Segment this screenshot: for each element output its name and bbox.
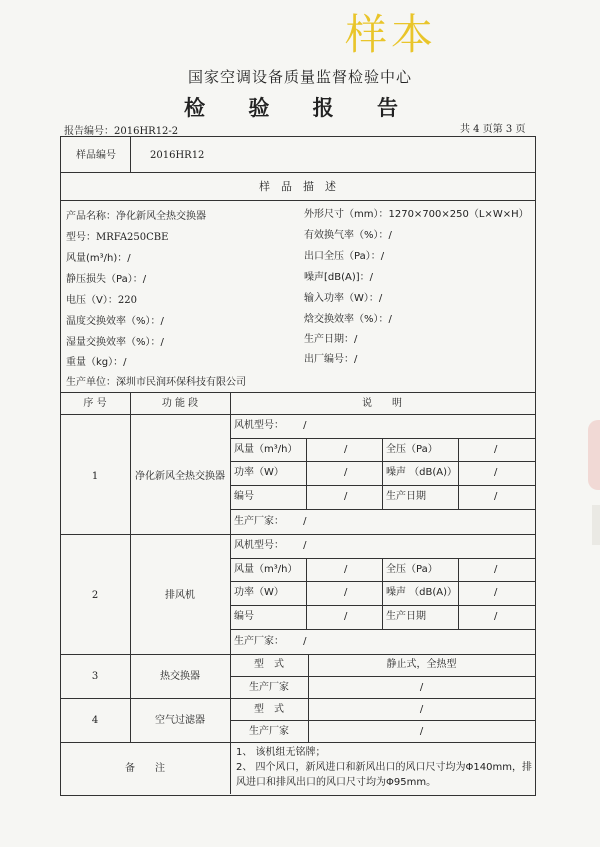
sample-number-value: 2016HR12 [150,150,205,161]
row3-seq: 3 [91,671,99,682]
divider [60,172,535,173]
row2-noise-label: 噪声 （dB(A)） [386,587,458,598]
row2-airflow-label: 风量（m³/h） [234,564,298,575]
row2-noise-value: / [494,587,498,598]
sample-watermark: 样本 [345,10,438,59]
row4-function: 空气过滤器 [155,715,205,726]
remarks-label: 备 注 [125,763,165,774]
row1-function: 净化新风全热交换器 [135,471,225,482]
row3-maker-label: 生产厂家 [249,682,289,693]
remarks-line-3: 风进口和排风出口的风口尺寸均为Φ95mm。 [236,777,437,788]
header-description: 说 明 [362,398,402,409]
row1-date-value: / [494,491,498,502]
desc-noise: 噪声[dB(A)]：/ [304,272,374,283]
row4-type-label: 型 式 [254,704,284,715]
remarks-line-1: 1、 该机组无铭牌； [236,747,326,758]
desc-production-date: 生产日期：/ [304,334,358,345]
row2-maker: 生产厂家： / [234,636,307,647]
row1-pressure-value: / [494,444,498,455]
row2-power-value: / [344,587,348,598]
row1-seq: 1 [91,471,99,482]
divider [130,136,131,172]
divider [60,534,535,535]
divider [60,200,535,201]
report-number [64,122,178,137]
divider [458,558,459,629]
divider [306,558,307,629]
report-title: 检 验 报 告 [184,96,416,120]
desc-input-power: 输入功率（W）：/ [304,293,383,304]
desc-outlet-pressure: 出口全压（Pa）：/ [304,251,385,262]
header-function-section: 功 能 段 [161,398,199,409]
row4-maker-value: / [419,726,424,737]
report-number-label: 报告编号： [64,126,114,137]
row2-date-value: / [494,611,498,622]
row2-pressure-label: 全压（Pa） [386,564,438,575]
row2-code-label: 编号 [234,611,254,622]
desc-model: 型号：MRFA250CBE [66,232,169,243]
row1-maker: 生产厂家： / [234,516,307,527]
desc-product-name: 产品名称：净化新风全热交换器 [66,211,206,222]
desc-enthalpy-efficiency: 焓交换效率（%）：/ [304,314,392,325]
row4-type-value: / [419,704,424,715]
report-number-value: 2016HR12-2 [114,126,179,137]
desc-serial-number: 出厂编号：/ [304,354,358,365]
row4-seq: 4 [91,715,99,726]
divider [60,698,535,699]
row1-code-label: 编号 [234,491,254,502]
desc-airflow: 风量(m³/h)：/ [66,253,131,264]
divider [230,629,535,630]
divider [306,438,307,509]
row2-pressure-value: / [494,564,498,575]
divider [130,392,131,742]
row1-airflow-value: / [344,444,348,455]
row3-type-value: 静止式，全热型 [386,659,457,670]
row1-pressure-label: 全压（Pa） [386,444,438,455]
divider [60,654,535,655]
row1-power-value: / [344,467,348,478]
center-name: 国家空调设备质量监督检验中心 [187,68,412,86]
page-info: 共 4 页第 3 页 [460,124,526,135]
divider [230,509,535,510]
divider [60,742,535,743]
row2-fan-model: 风机型号： / [234,540,307,551]
desc-weight: 重量（kg）：/ [66,357,127,368]
divider [230,676,535,677]
row2-code-value: / [344,611,348,622]
desc-effective-exchange-rate: 有效换气率（%）：/ [304,230,392,241]
desc-manufacturer: 生产单位：深圳市民润环保科技有限公司 [66,377,246,388]
row3-maker-value: / [419,682,424,693]
desc-static-pressure-loss: 静压损失（Pa）：/ [66,274,147,285]
divider [382,438,383,509]
row3-function: 热交换器 [160,671,200,682]
desc-dimensions: 外形尺寸（mm）：1270×700×250（L×W×H） [304,209,529,220]
row1-airflow-label: 风量（m³/h） [234,444,298,455]
row2-seq: 2 [91,590,99,601]
sample-number-label: 样品编号 [76,150,116,161]
row1-code-value: / [344,491,348,502]
sample-description-title: 样 品 描 述 [259,180,336,193]
row1-date-label: 生产日期 [386,491,426,502]
divider [60,392,535,393]
row2-power-label: 功率（W） [234,587,284,598]
desc-temperature-efficiency: 温度交换效率（%）：/ [66,316,164,327]
remarks-line-2: 2、 四个风口，新风进口和新风出口的风口尺寸均为Φ140mm，排 [236,762,532,773]
desc-voltage: 电压（V）：220 [66,295,137,306]
divider [458,438,459,509]
divider [382,558,383,629]
row3-type-label: 型 式 [254,659,284,670]
row4-maker-label: 生产厂家 [249,726,289,737]
row1-noise-value: / [494,467,498,478]
row2-function: 排风机 [165,590,195,601]
row1-fan-model: 风机型号： / [234,420,307,431]
header-seq: 序 号 [83,398,107,409]
row2-airflow-value: / [344,564,348,575]
seal-stamp-edge [592,505,600,545]
row2-date-label: 生产日期 [386,611,426,622]
row1-noise-label: 噪声 （dB(A)） [386,467,458,478]
divider [230,720,535,721]
desc-humidity-efficiency: 湿量交换效率（%）：/ [66,337,164,348]
row1-power-label: 功率（W） [234,467,284,478]
divider [60,414,535,415]
seal-stamp-edge [588,420,600,490]
